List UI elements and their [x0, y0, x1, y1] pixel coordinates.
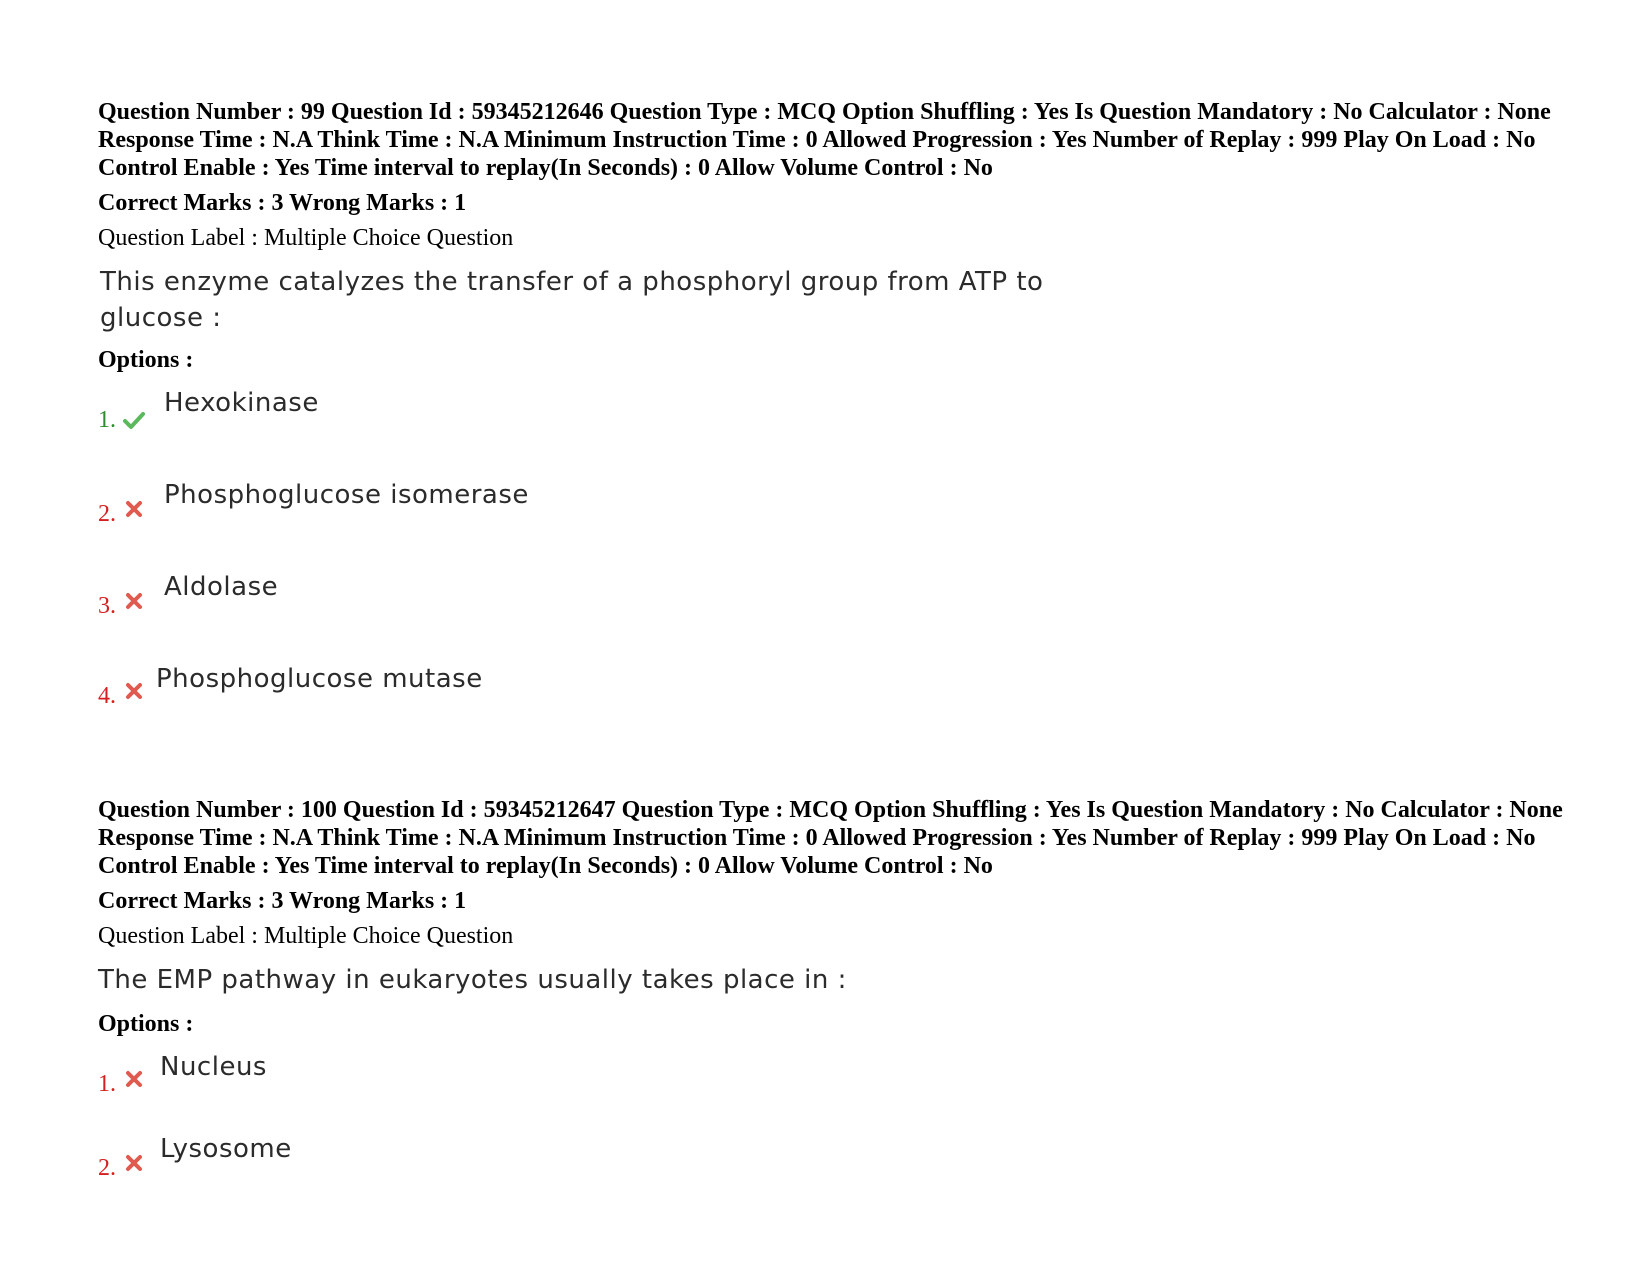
option-4 — [98, 664, 1588, 756]
question-marks: Correct Marks : 3 Wrong Marks : 1 — [98, 888, 467, 914]
cross-icon — [122, 679, 146, 703]
cross-icon — [122, 589, 146, 613]
option-text: Phosphoglucose isomerase — [164, 480, 529, 510]
question-label: Question Label : Multiple Choice Question — [98, 225, 514, 251]
options-list — [98, 388, 1588, 756]
question-marks: Correct Marks : 3 Wrong Marks : 1 — [98, 190, 467, 216]
check-icon — [122, 408, 146, 432]
option-number: 4. — [98, 683, 116, 709]
question-100 — [98, 796, 1588, 1226]
option-text: Lysosome — [160, 1134, 292, 1164]
option-number: 2. — [98, 501, 116, 527]
option-1 — [98, 388, 1588, 480]
option-2 — [98, 1134, 1588, 1226]
option-number: 2. — [98, 1155, 116, 1181]
option-text: Aldolase — [164, 572, 279, 602]
option-3 — [98, 572, 1588, 664]
options-heading: Options : — [98, 347, 194, 373]
option-1 — [98, 1052, 1588, 1134]
question-label: Question Label : Multiple Choice Question — [98, 923, 514, 949]
question-text: The EMP pathway in eukaryotes usually takes place in : — [98, 965, 847, 995]
question-text: This enzyme catalyzes the transfer of a phosphoryl group from ATP to glucose : — [100, 267, 1044, 333]
options-heading: Options : — [98, 1011, 194, 1037]
cross-icon — [122, 1067, 146, 1091]
option-number: 1. — [98, 407, 116, 433]
cross-icon — [122, 497, 146, 521]
option-text: Hexokinase — [164, 388, 319, 418]
cross-icon — [122, 1151, 146, 1175]
option-number: 3. — [98, 593, 116, 619]
question-meta: Question Number : 100 Question Id : 59345212647 Question Type : MCQ Option Shuffling : Yes Is Question Mandatory : No Calculator : None Response Time : N.A Think Time : N.A Minimum Instruction Time : 0 Allowed Progression : Yes Number of Replay : 999 Play On Load : No Control Enable : Yes Time interval to replay(In Seconds) : 0 Allow Volume Control : No — [98, 797, 1563, 879]
options-list — [98, 1052, 1588, 1226]
option-text: Nucleus — [160, 1052, 267, 1082]
option-2 — [98, 480, 1588, 572]
question-99 — [98, 98, 1588, 756]
option-text: Phosphoglucose mutase — [156, 664, 483, 694]
option-number: 1. — [98, 1071, 116, 1097]
question-meta: Question Number : 99 Question Id : 59345212646 Question Type : MCQ Option Shuffling : Yes Is Question Mandatory : No Calculator : None Response Time : N.A Think Time : N.A Minimum Instruction Time : 0 Allowed Progression : Yes Number of Replay : 999 Play On Load : No Control Enable : Yes Time interval to replay(In Seconds) : 0 Allow Volume Control : No — [98, 99, 1551, 181]
